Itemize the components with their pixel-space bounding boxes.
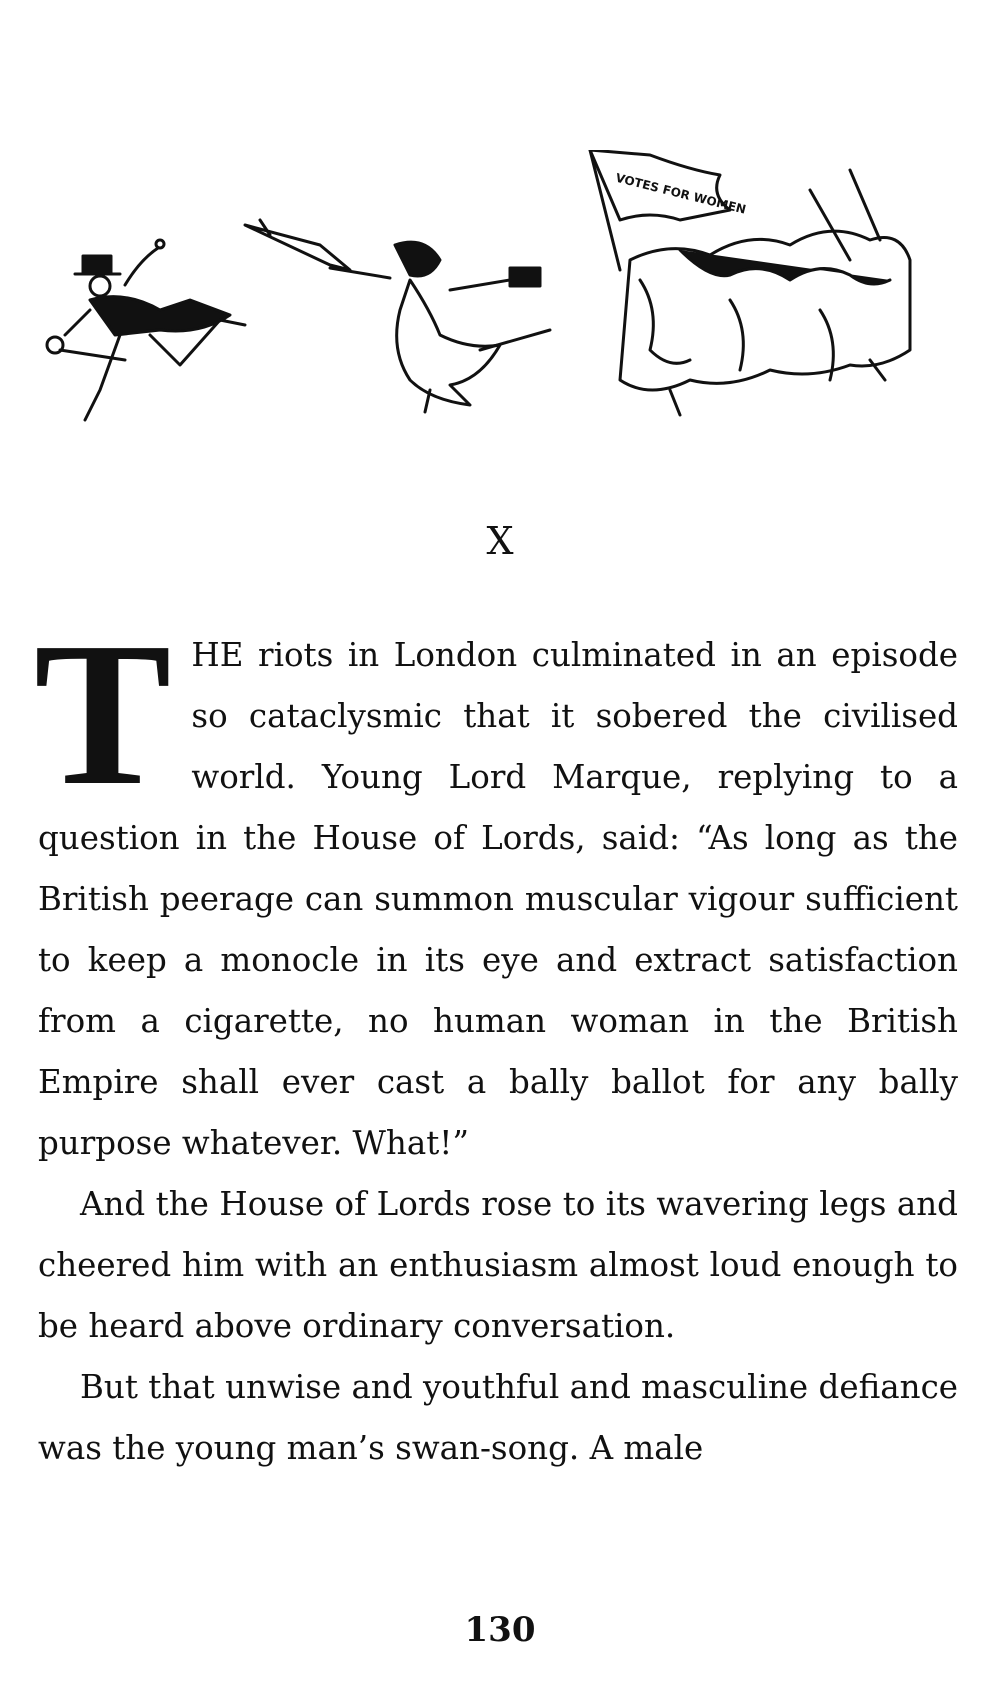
paragraph-2: And the House of Lords rose to its wavering legs and cheered him with an enthusiasm almost loud enough to be heard above ordinary conversation.	[38, 1185, 958, 1345]
suffragette-with-umbrella-figure	[245, 220, 550, 412]
fleeing-lord-figure	[47, 240, 245, 420]
paragraph-1	[34, 599, 958, 1174]
chapter-body	[34, 599, 958, 1479]
drop-cap-letter: T	[34, 599, 172, 828]
banner-text: VOTES FOR WOMEN	[614, 170, 748, 217]
page-number: 130	[464, 1610, 536, 1650]
paragraph-3: But that unwise and youthful and masculine defiance was the young man’s swan-song. A male	[38, 1368, 958, 1467]
chase-illustration	[30, 150, 960, 470]
paragraph-1-text: HE riots in London culminated in an episode so cataclysmic that it sobered the civilised world. Young Lord Marque, replying to a question in the House of Lords, said: “As long as the British peerage can summon muscular vigour sufficient to keep a monocle in its eye and extract satisfaction from a cigarette, no human woman in the British Empire shall ever cast a bally ballot for any bally purpose whatever. What!”	[38, 636, 958, 1162]
chapter-number: X	[486, 519, 514, 563]
